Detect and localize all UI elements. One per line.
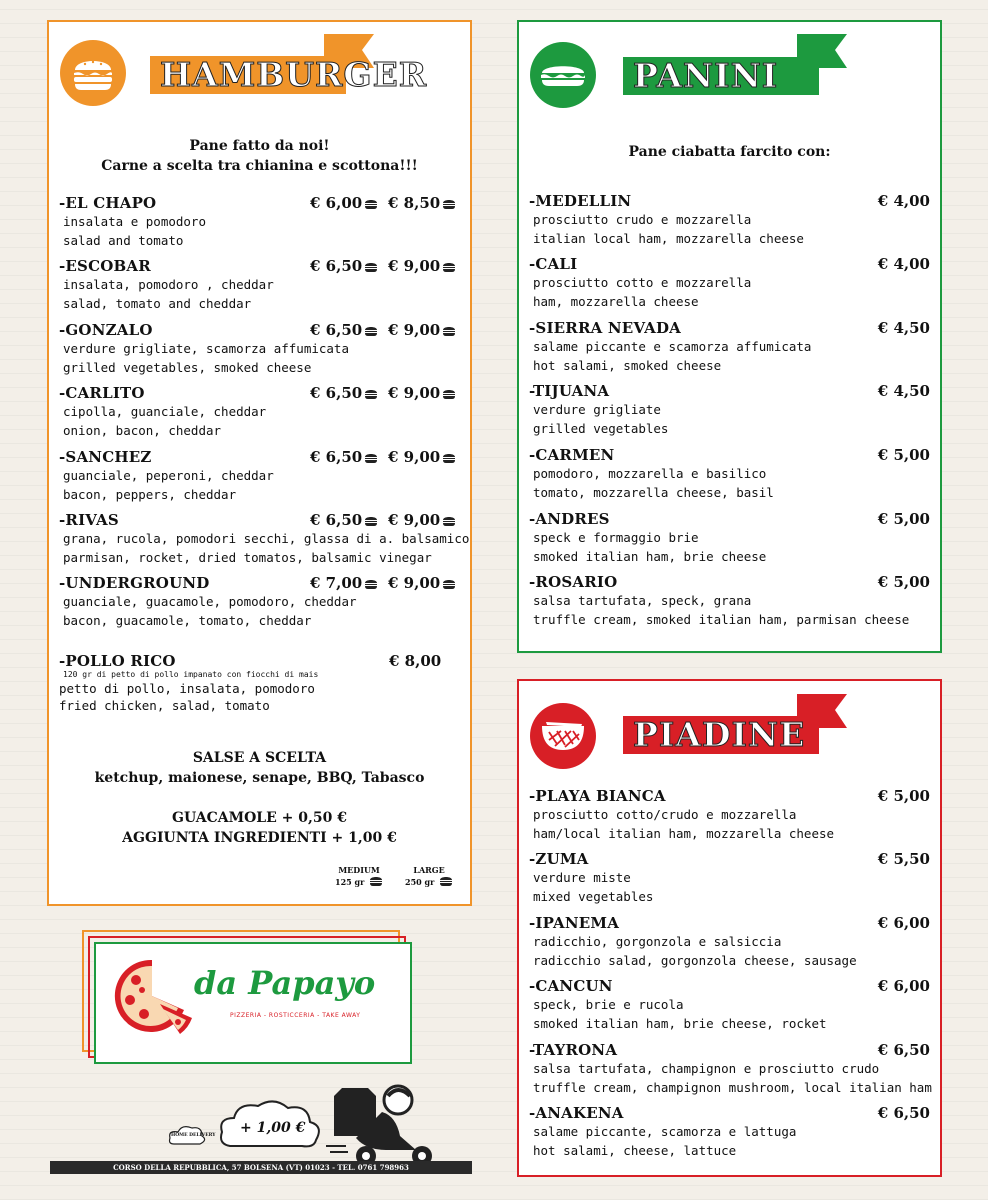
menu-item (529, 787, 930, 843)
item-desc-en: italian local ham, mozzarella cheese (533, 231, 804, 246)
item-desc-it: speck, brie e rucola (533, 997, 684, 1012)
burger-icon (442, 199, 456, 209)
item-price-medium: € 6,50 (310, 321, 378, 339)
item-desc-it: verdure grigliate (533, 402, 661, 417)
item-desc-it: grana, rucola, pomodori secchi, glassa di a. balsamico (63, 531, 470, 546)
item-price: € 6,50 (877, 1041, 930, 1059)
intro-line: Pane fatto da noi! (189, 138, 330, 154)
legend-large (405, 865, 453, 888)
item-desc-en: ham/local italian ham, mozzarella cheese (533, 826, 835, 841)
menu-item (529, 510, 930, 566)
sauces-block (49, 748, 470, 788)
menu-item (529, 850, 930, 906)
item-price: € 6,50 (877, 1104, 930, 1122)
menu-item (529, 382, 930, 438)
burger-icon (369, 876, 383, 886)
item-name: -RIVAS (59, 511, 119, 529)
hamburger-section (47, 20, 472, 906)
item-desc-it: salame piccante, scamorza e lattuga (533, 1124, 797, 1139)
item-desc-en: tomato, mozzarella cheese, basil (533, 485, 774, 500)
item-desc-it: insalata, pomodoro , cheddar (63, 277, 274, 292)
item-price: € 5,00 (877, 573, 930, 591)
sauces-list: ketchup, maionese, senape, BBQ, Tabasco (94, 770, 425, 786)
item-desc-it: prosciutto crudo e mozzarella (533, 212, 752, 227)
menu-item (59, 574, 460, 630)
delivery-block (168, 1076, 438, 1168)
item-price: € 5,50 (877, 850, 930, 868)
menu-item-pollo-rico (59, 652, 460, 713)
item-desc-en: bacon, guacamole, tomato, cheddar (63, 613, 312, 628)
item-desc-it: salame piccante e scamorza affumicata (533, 339, 812, 354)
burger-icon (442, 579, 456, 589)
extras-block (49, 808, 470, 848)
pizza-icon (114, 958, 194, 1038)
sandwich-icon (530, 42, 596, 108)
burger-icon (439, 876, 453, 886)
item-name: -SANCHEZ (59, 448, 152, 466)
brand-tagline: PIZZERIA - ROSTICCERIA - TAKE AWAY (230, 1012, 361, 1019)
item-desc-en: mixed vegetables (533, 889, 654, 904)
item-price: € 5,00 (877, 787, 930, 805)
panini-section (517, 20, 942, 653)
item-desc-it: prosciutto cotto e mozzarella (533, 275, 752, 290)
legend-large-label: LARGE (413, 865, 445, 875)
menu-item (59, 384, 460, 440)
item-name: -ESCOBAR (59, 257, 151, 275)
item-desc-it: insalata e pomodoro (63, 214, 206, 229)
burger-icon (364, 262, 378, 272)
item-price-large: € 9,00 (388, 574, 456, 592)
item-desc-it: verdure grigliate, scamorza affumicata (63, 341, 349, 356)
item-name: -ROSARIO (529, 573, 618, 591)
menu-item (59, 257, 460, 313)
burger-icon (60, 40, 126, 106)
piadine-section (517, 679, 942, 1177)
burger-icon (442, 453, 456, 463)
item-price-large: € 9,00 (388, 511, 456, 529)
menu-item (59, 448, 460, 504)
item-desc-it: salsa tartufata, speck, grana (533, 593, 752, 608)
item-price: € 6,00 (877, 914, 930, 932)
intro-line: Carne a scelta tra chianina e scottona!!! (101, 158, 418, 174)
item-price: € 4,50 (877, 382, 930, 400)
item-desc-en: salad, tomato and cheddar (63, 296, 252, 311)
item-name: -CARMEN (529, 446, 615, 464)
item-name: -TIJUANA (529, 382, 610, 400)
burger-icon (364, 389, 378, 399)
item-price: € 4,00 (877, 255, 930, 273)
item-price: € 5,00 (877, 510, 930, 528)
item-desc-it: cipolla, guanciale, cheddar (63, 404, 267, 419)
burger-icon (442, 326, 456, 336)
section-title (150, 55, 428, 94)
item-name: -PLAYA BIANCA (529, 787, 666, 805)
item-desc-en: salad and tomato (63, 233, 184, 248)
item-desc-en: hot salami, cheese, lattuce (533, 1143, 737, 1158)
item-price: € 4,50 (877, 319, 930, 337)
menu-item (529, 573, 930, 629)
item-desc-it: speck e formaggio brie (533, 530, 699, 545)
burger-icon (442, 389, 456, 399)
burger-icon (364, 453, 378, 463)
item-name: -POLLO RICO (59, 652, 176, 670)
item-desc-en: hot salami, smoked cheese (533, 358, 722, 373)
burger-icon (364, 199, 378, 209)
item-name: -MEDELLIN (529, 192, 632, 210)
item-desc-en: smoked italian ham, brie cheese, rocket (533, 1016, 827, 1031)
address-bar: CORSO DELLA REPUBBLICA, 57 BOLSENA (VT) 01023 - TEL. 0761 798963 (50, 1161, 472, 1174)
item-price-medium: € 6,00 (310, 194, 378, 212)
item-price-medium: € 6,50 (310, 384, 378, 402)
item-price-medium: € 6,50 (310, 257, 378, 275)
burger-icon (364, 579, 378, 589)
menu-item (59, 321, 460, 377)
burger-icon (442, 516, 456, 526)
section-title (623, 57, 819, 95)
legend-medium-label: MEDIUM (338, 865, 380, 875)
item-desc-it: pomodoro, mozzarella e basilico (533, 466, 767, 481)
item-desc-en: truffle cream, smoked italian ham, parmisan cheese (533, 612, 910, 627)
item-desc-en: ham, mozzarella cheese (533, 294, 699, 309)
section-title-text: PANINI (633, 56, 779, 95)
item-price-medium: € 6,50 (310, 448, 378, 466)
brand-name: da Papayo (194, 964, 376, 1002)
delivery-label: HOME DELIVERY (171, 1133, 216, 1138)
item-price-large: € 9,00 (388, 384, 456, 402)
item-desc-en: grilled vegetables (533, 421, 669, 436)
item-name: -EL CHAPO (59, 194, 157, 212)
legend-medium (335, 865, 383, 888)
panini-intro: Pane ciabatta farcito con: (628, 144, 831, 160)
item-name: -CALI (529, 255, 578, 273)
item-desc-en: truffle cream, champignon mushroom, local italian ham (533, 1080, 932, 1095)
item-desc-en: onion, bacon, cheddar (63, 423, 222, 438)
menu-item (529, 192, 930, 248)
menu-item (529, 1104, 930, 1160)
menu-item (529, 255, 930, 311)
item-name: -IPANEMA (529, 914, 620, 932)
item-price: € 4,00 (877, 192, 930, 210)
item-price-large: € 9,00 (388, 321, 456, 339)
scooter-icon (326, 1076, 438, 1168)
item-name: -UNDERGROUND (59, 574, 210, 592)
item-price-medium: € 6,50 (310, 511, 378, 529)
item-price-large: € 9,00 (388, 448, 456, 466)
item-name: -ANAKENA (529, 1104, 624, 1122)
hamburger-intro (49, 136, 470, 176)
item-name: -ZUMA (529, 850, 589, 868)
item-desc-it: verdure miste (533, 870, 631, 885)
item-desc-it: petto di pollo, insalata, pomodoro (59, 681, 315, 696)
menu-item (529, 446, 930, 502)
menu-item (59, 194, 460, 250)
item-name: -CANCUN (529, 977, 613, 995)
item-desc-en: grilled vegetables, smoked cheese (63, 360, 312, 375)
guacamole-extra: GUACAMOLE + 0,50 € (172, 810, 347, 826)
item-desc-en: parmisan, rocket, dried tomatos, balsamic vinegar (63, 550, 432, 565)
legend-large-weight: 250 gr (405, 877, 435, 887)
item-name: -GONZALO (59, 321, 153, 339)
brand-logo (82, 930, 412, 1065)
item-desc-it: salsa tartufata, champignon e prosciutto crudo (533, 1061, 880, 1076)
section-title (623, 716, 819, 754)
menu-item (529, 319, 930, 375)
item-price-medium: € 7,00 (310, 574, 378, 592)
section-title-text: HAMBURGER (160, 55, 428, 94)
burger-icon (442, 262, 456, 272)
item-desc-it: guanciale, peperoni, cheddar (63, 468, 274, 483)
menu-item (529, 1041, 930, 1097)
item-note: 120 gr di petto di pollo impanato con fiocchi di mais (63, 670, 319, 679)
item-price-large: € 8,50 (388, 194, 456, 212)
burger-icon (364, 326, 378, 336)
section-title-text: PIADINE (633, 715, 806, 754)
burger-icon (364, 516, 378, 526)
item-price: € 8,00 (389, 652, 442, 670)
item-desc-en: radicchio salad, gorgonzola cheese, sausage (533, 953, 857, 968)
menu-item (529, 914, 930, 970)
item-name: -SIERRA NEVADA (529, 319, 682, 337)
item-desc-it: prosciutto cotto/crudo e mozzarella (533, 807, 797, 822)
item-name: -TAYRONA (529, 1041, 618, 1059)
item-price: € 6,00 (877, 977, 930, 995)
menu-item (529, 977, 930, 1033)
menu-item (59, 511, 470, 567)
item-name: -CARLITO (59, 384, 145, 402)
item-price: € 5,00 (877, 446, 930, 464)
item-desc-en: smoked italian ham, brie cheese (533, 549, 767, 564)
item-price-large: € 9,00 (388, 257, 456, 275)
ingredients-extra: AGGIUNTA INGREDIENTI + 1,00 € (122, 830, 397, 846)
piadina-icon (530, 703, 596, 769)
item-desc-it: guanciale, guacamole, pomodoro, cheddar (63, 594, 357, 609)
item-desc-it: radicchio, gorgonzola e salsiccia (533, 934, 782, 949)
sauces-title: SALSE A SCELTA (192, 750, 327, 766)
item-desc-en: fried chicken, salad, tomato (59, 698, 270, 713)
item-name: -ANDRES (529, 510, 610, 528)
delivery-price: + 1,00 € (240, 1120, 306, 1136)
item-desc-en: bacon, peppers, cheddar (63, 487, 237, 502)
legend-medium-weight: 125 gr (335, 877, 365, 887)
